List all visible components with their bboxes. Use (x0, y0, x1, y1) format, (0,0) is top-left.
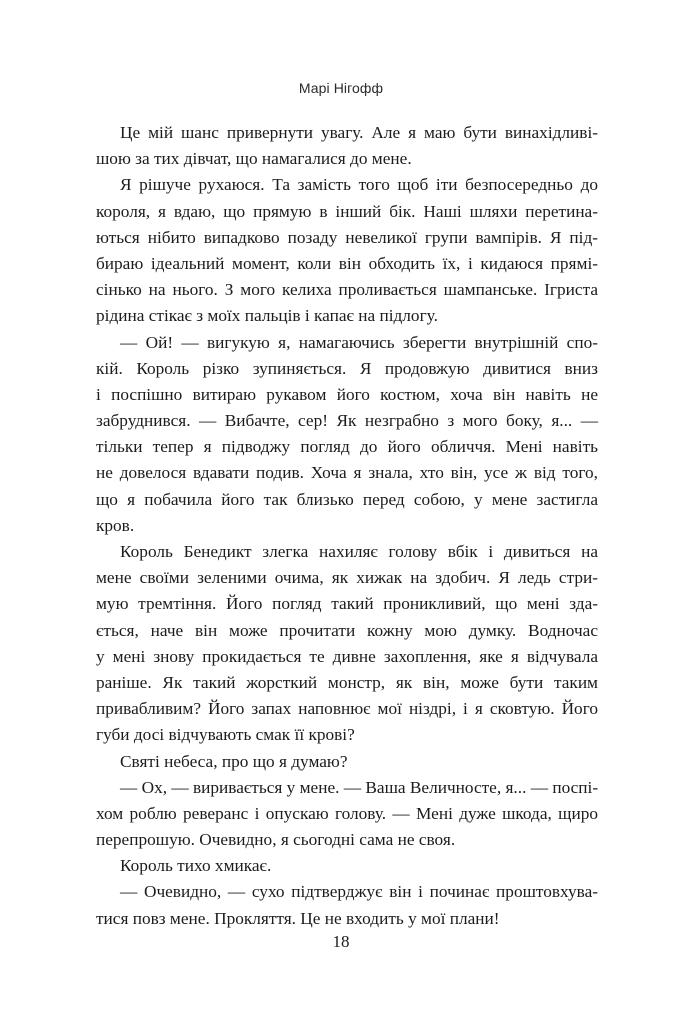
text-line: кров. (96, 515, 135, 535)
text-line: губи досі відчувають смак її крові? (96, 725, 355, 745)
text-line: мене своїми зеленими очима, як хижак на здобич. Я ледь стри- (96, 568, 598, 588)
text-line: що я побачила його так близько перед собою, у мене застигла (96, 489, 598, 509)
text-line: — Ой! — вигукую я, намагаючись зберегти внутрішній спо- (120, 332, 598, 352)
text-line: хом роблю реверанс і опускаю голову. — Мені дуже шкода, щиро (96, 803, 598, 823)
text-line: у мені знову прокидається те дивне захоплення, яке я відчувала (96, 646, 598, 666)
running-head-author: Марі Нігофф (298, 80, 384, 96)
text-line: — Очевидно, — сухо підтверджує він і починає проштовхува- (120, 882, 598, 902)
text-line: не довелося вдавати подив. Хоча я знала, хто він, усе ж від того, (96, 463, 598, 483)
text-line: раніше. Як такий жорсткий монстр, як він, може бути таким (96, 672, 598, 692)
text-line: рідина стікає з моїх пальців і капає на підлогу. (96, 306, 438, 326)
text-line: і поспішно витираю рукавом його костюм, хоча він навіть не (96, 384, 598, 404)
text-line: Король Бенедикт злегка нахиляє голову вбік і дивиться на (120, 542, 598, 561)
text-line: сінько на нього. З мого келиха проливається шампанське. Ігриста (96, 280, 598, 300)
page-number: 18 (332, 932, 350, 951)
text-line: шою за тих дівчат, що намагалися до мене. (96, 149, 412, 169)
text-line: мую тремтіння. Його погляд такий проникливий, що мені зда- (96, 594, 598, 614)
body-text (96, 120, 598, 932)
text-line: привабливим? Його запах наповнює мої ніздрі, і я сковтую. Його (96, 699, 598, 719)
text-line: Я рішуче рухаюся. Та замість того щоб іти безпосередньо до (120, 175, 598, 195)
text-line: забруднився. — Вибачте, сер! Як незграбно з мого боку, я... — (96, 411, 598, 431)
text-line: кій. Король різко зупиняється. Я продовжую дивитися вниз (96, 358, 598, 378)
text-line: — Ох, — виривається у мене. — Ваша Величносте, я... — поспі- (120, 777, 599, 797)
text-line: Король тихо хмикає. (120, 856, 272, 876)
text-line: тільки тепер я підводжу погляд до його обличчя. Мені навіть (96, 437, 598, 457)
text-line: ються нібито випадково позаду невеликої групи вампірів. Я під- (96, 227, 598, 247)
text-line: тися повз мене. Прокляття. Це не входить у мої плани! (96, 908, 500, 928)
text-line: перепрошую. Очевидно, я сьогодні сама не своя. (96, 830, 456, 850)
text-line: ється, наче він може прочитати кожну мою думку. Водночас (96, 620, 598, 640)
text-line: Святі небеса, про що я думаю? (120, 751, 348, 771)
text-line: бираю ідеальний момент, коли він обходить їх, і кидаюся прямі- (96, 253, 598, 273)
text-line: Це мій шанс привернути увагу. Але я маю бути винахідливі- (120, 123, 598, 142)
text-line: короля, я вдаю, що прямую в інший бік. Наші шляхи перетина- (96, 201, 598, 221)
